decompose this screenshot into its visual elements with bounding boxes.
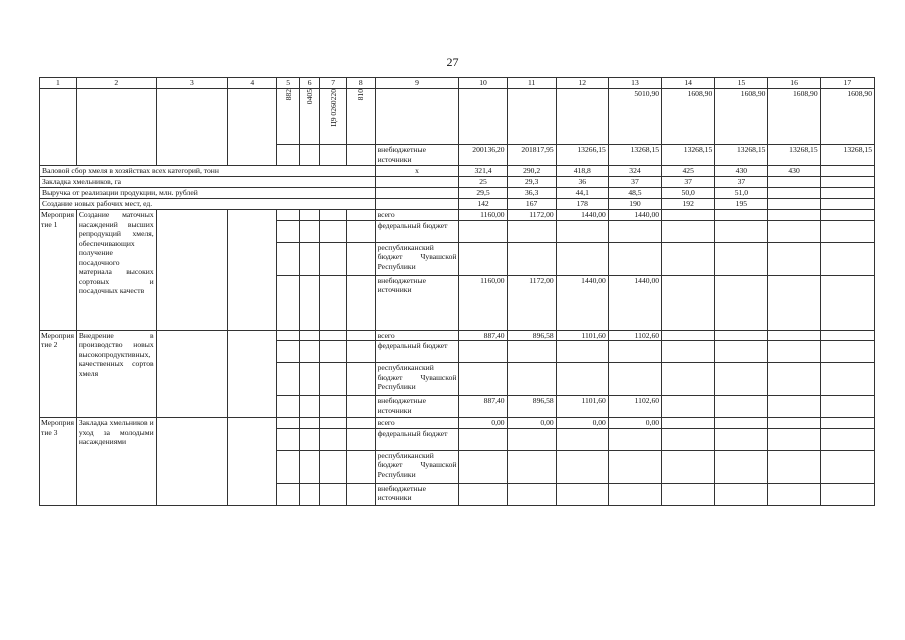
value-cell — [662, 330, 715, 341]
column-number: 16 — [768, 78, 820, 89]
value-cell — [820, 483, 874, 505]
empty-cell — [346, 220, 375, 242]
value-cell: 29,3 — [507, 177, 556, 188]
column-number: 17 — [820, 78, 874, 89]
value-cell — [459, 242, 507, 275]
value-cell: 201817,95 — [507, 145, 556, 166]
value-cell — [556, 450, 608, 483]
value-cell — [715, 242, 768, 275]
empty-cell — [346, 145, 375, 166]
empty-cell — [228, 210, 277, 331]
empty-cell — [346, 275, 375, 330]
value-cell: 190 — [608, 199, 661, 210]
empty-cell — [277, 341, 300, 363]
budget-code — [299, 89, 319, 145]
value-cell — [768, 396, 820, 418]
value-cell — [768, 418, 820, 429]
value-cell: 50,0 — [662, 188, 715, 199]
empty-cell — [299, 483, 319, 505]
value-cell: 1102,60 — [608, 396, 661, 418]
value-cell — [507, 363, 556, 396]
value-cell — [820, 450, 874, 483]
empty-cell — [299, 450, 319, 483]
empty-cell — [320, 396, 347, 418]
value-cell — [662, 363, 715, 396]
value-cell — [556, 242, 608, 275]
value-cell — [768, 188, 820, 199]
empty-cell — [320, 428, 347, 450]
value-cell — [768, 210, 820, 221]
empty-cell — [346, 330, 375, 341]
column-number: 8 — [346, 78, 375, 89]
value-cell: 192 — [662, 199, 715, 210]
value-cell: 5010,90 — [608, 89, 661, 145]
value-cell: 0,00 — [459, 418, 507, 429]
value-cell: 200136,20 — [459, 145, 507, 166]
empty-cell — [277, 396, 300, 418]
value-cell — [556, 341, 608, 363]
column-number: 14 — [662, 78, 715, 89]
measure-description: Внедрение в производство новых высокопродуктивных, качественных сортов хмеля — [76, 330, 156, 418]
value-cell: 1440,00 — [556, 210, 608, 221]
value-cell — [768, 220, 820, 242]
value-cell: 0,00 — [556, 418, 608, 429]
empty-cell — [375, 89, 459, 145]
empty-cell — [299, 210, 319, 221]
indicator-row — [40, 188, 875, 199]
value-cell — [820, 199, 874, 210]
value-cell: 178 — [556, 199, 608, 210]
measure-title: Мероприятие 2 — [40, 330, 77, 418]
value-cell — [556, 89, 608, 145]
empty-cell — [320, 242, 347, 275]
empty-cell — [277, 275, 300, 330]
column-number: 5 — [277, 78, 300, 89]
value-cell — [820, 210, 874, 221]
value-cell — [662, 483, 715, 505]
value-cell — [507, 89, 556, 145]
value-cell — [556, 363, 608, 396]
value-cell: 48,5 — [608, 188, 661, 199]
source-label: внебюджетные источники — [375, 483, 459, 505]
value-cell — [662, 341, 715, 363]
value-cell — [768, 199, 820, 210]
source-label: федеральный бюджет — [375, 341, 459, 363]
indicator-label: Создание новых рабочих мест, ед. — [40, 199, 376, 210]
empty-cell — [299, 428, 319, 450]
value-cell — [715, 330, 768, 341]
source-label: республиканский бюджет Чувашской Республики — [375, 242, 459, 275]
value-cell: 887,40 — [459, 330, 507, 341]
empty-cell — [277, 428, 300, 450]
empty-cell — [320, 483, 347, 505]
source-label: федеральный бюджет — [375, 428, 459, 450]
value-cell: 51,0 — [715, 188, 768, 199]
empty-cell — [228, 330, 277, 418]
empty-cell — [277, 363, 300, 396]
value-cell: 290,2 — [507, 166, 556, 177]
empty-cell — [320, 450, 347, 483]
source-label: республиканский бюджет Чувашской Республики — [375, 363, 459, 396]
source-label: всего — [375, 330, 459, 341]
budget-code — [320, 89, 347, 145]
empty-cell — [346, 450, 375, 483]
empty-cell — [277, 242, 300, 275]
value-cell — [608, 428, 661, 450]
value-cell — [556, 220, 608, 242]
empty-cell — [228, 89, 277, 166]
value-cell — [820, 363, 874, 396]
value-cell — [715, 220, 768, 242]
value-cell: 1608,90 — [768, 89, 820, 145]
value-cell — [556, 428, 608, 450]
value-cell — [662, 242, 715, 275]
indicator-label: Закладка хмельников, га — [40, 177, 376, 188]
value-cell: 896,58 — [507, 330, 556, 341]
page-number: 27 — [446, 55, 459, 69]
empty-cell — [320, 210, 347, 221]
value-cell — [556, 483, 608, 505]
value-cell: 1608,90 — [820, 89, 874, 145]
empty-cell — [40, 89, 77, 166]
empty-cell — [299, 396, 319, 418]
empty-cell — [277, 220, 300, 242]
value-cell: 1440,00 — [608, 210, 661, 221]
source-label: всего — [375, 418, 459, 429]
budget-code-text: 0405 — [305, 89, 315, 105]
value-cell — [507, 483, 556, 505]
value-cell: 13268,15 — [768, 145, 820, 166]
value-cell: 167 — [507, 199, 556, 210]
value-cell — [608, 220, 661, 242]
value-cell: 1101,60 — [556, 396, 608, 418]
budget-table — [39, 77, 875, 506]
empty-cell — [346, 396, 375, 418]
value-cell: 13268,15 — [662, 145, 715, 166]
empty-cell — [299, 418, 319, 429]
value-cell: 36 — [556, 177, 608, 188]
column-number: 10 — [459, 78, 507, 89]
value-cell — [820, 396, 874, 418]
value-cell — [662, 418, 715, 429]
value-cell — [507, 341, 556, 363]
empty-cell — [320, 220, 347, 242]
value-cell: 195 — [715, 199, 768, 210]
value-cell: 1160,00 — [459, 275, 507, 330]
value-cell — [715, 275, 768, 330]
value-cell — [820, 188, 874, 199]
column-number: 4 — [228, 78, 277, 89]
empty-cell — [299, 341, 319, 363]
empty-cell — [299, 145, 319, 166]
empty-cell — [76, 89, 156, 166]
table-row — [40, 210, 875, 221]
column-number: 15 — [715, 78, 768, 89]
value-cell — [662, 450, 715, 483]
measure-title: Мероприятие 3 — [40, 418, 77, 506]
value-cell — [715, 428, 768, 450]
value-cell: 896,58 — [507, 396, 556, 418]
value-cell — [768, 428, 820, 450]
empty-cell — [346, 341, 375, 363]
header-row — [40, 78, 875, 89]
empty-cell — [346, 242, 375, 275]
value-cell: 37 — [608, 177, 661, 188]
value-cell — [768, 275, 820, 330]
value-cell — [662, 428, 715, 450]
value-cell — [820, 242, 874, 275]
value-cell: 1160,00 — [459, 210, 507, 221]
value-cell — [459, 483, 507, 505]
empty-cell — [277, 418, 300, 429]
indicator-unit: х — [375, 166, 459, 177]
value-cell — [459, 450, 507, 483]
value-cell — [507, 242, 556, 275]
empty-cell — [277, 145, 300, 166]
value-cell: 25 — [459, 177, 507, 188]
value-cell: 1608,90 — [662, 89, 715, 145]
value-cell — [715, 418, 768, 429]
value-cell: 1440,00 — [608, 275, 661, 330]
value-cell: 430 — [768, 166, 820, 177]
source-label: республиканский бюджет Чувашской Республики — [375, 450, 459, 483]
column-number: 11 — [507, 78, 556, 89]
source-label: внебюджетные источники — [375, 396, 459, 418]
value-cell: 29,5 — [459, 188, 507, 199]
value-cell — [662, 275, 715, 330]
budget-code-text: 810 — [356, 89, 366, 101]
value-cell — [507, 220, 556, 242]
value-cell — [820, 341, 874, 363]
value-cell — [820, 330, 874, 341]
value-cell — [459, 341, 507, 363]
budget-code-text: 882 — [283, 89, 293, 101]
empty-cell — [299, 330, 319, 341]
value-cell — [507, 450, 556, 483]
value-cell: 1172,00 — [507, 275, 556, 330]
value-cell — [768, 341, 820, 363]
value-cell: 142 — [459, 199, 507, 210]
value-cell: 1102,60 — [608, 330, 661, 341]
empty-cell — [346, 418, 375, 429]
value-cell: 321,4 — [459, 166, 507, 177]
value-cell: 324 — [608, 166, 661, 177]
value-cell: 13268,15 — [608, 145, 661, 166]
value-cell: 1440,00 — [556, 275, 608, 330]
table-row — [40, 418, 875, 429]
measure-title: Мероприятие 1 — [40, 210, 77, 331]
value-cell — [608, 242, 661, 275]
value-cell — [459, 428, 507, 450]
value-cell: 0,00 — [608, 418, 661, 429]
value-cell — [715, 483, 768, 505]
empty-cell — [320, 418, 347, 429]
value-cell: 44,1 — [556, 188, 608, 199]
budget-code — [277, 89, 300, 145]
value-cell — [768, 242, 820, 275]
value-cell — [662, 396, 715, 418]
measure-description: Создание маточных насаждений высших репродукций хмеля, обеспечивающих получение посадочного материала высоких сортовых и посадочных качеств — [76, 210, 156, 331]
empty-cell — [156, 418, 228, 506]
value-cell — [715, 450, 768, 483]
value-cell — [459, 220, 507, 242]
empty-cell — [346, 210, 375, 221]
indicator-label: Выручка от реализации продукции, млн. рублей — [40, 188, 376, 199]
value-cell: 0,00 — [507, 418, 556, 429]
value-cell — [820, 177, 874, 188]
value-cell — [507, 428, 556, 450]
value-cell — [715, 363, 768, 396]
value-cell: 425 — [662, 166, 715, 177]
column-number: 7 — [320, 78, 347, 89]
value-cell: 1101,60 — [556, 330, 608, 341]
indicator-row — [40, 166, 875, 177]
value-cell: 13268,15 — [715, 145, 768, 166]
value-cell — [820, 220, 874, 242]
value-cell — [820, 275, 874, 330]
value-cell — [768, 177, 820, 188]
value-cell: 1608,90 — [715, 89, 768, 145]
column-number: 12 — [556, 78, 608, 89]
value-cell — [820, 428, 874, 450]
source-label: внебюджетные источники — [375, 275, 459, 330]
empty-cell — [156, 330, 228, 418]
budget-code-text: Ц9 0260220 — [328, 89, 338, 127]
empty-cell — [320, 330, 347, 341]
column-number: 3 — [156, 78, 228, 89]
value-cell: 37 — [715, 177, 768, 188]
value-cell: 36,3 — [507, 188, 556, 199]
value-cell: 13266,15 — [556, 145, 608, 166]
empty-cell — [299, 220, 319, 242]
empty-cell — [277, 330, 300, 341]
empty-cell — [320, 363, 347, 396]
value-cell: 418,8 — [556, 166, 608, 177]
empty-cell — [277, 210, 300, 221]
value-cell: 887,40 — [459, 396, 507, 418]
empty-cell — [299, 275, 319, 330]
value-cell: 37 — [662, 177, 715, 188]
indicator-label: Валовой сбор хмеля в хозяйствах всех категорий, тонн — [40, 166, 376, 177]
column-number: 9 — [375, 78, 459, 89]
value-cell — [768, 330, 820, 341]
empty-cell — [156, 89, 228, 166]
indicator-row — [40, 177, 875, 188]
value-cell: 430 — [715, 166, 768, 177]
empty-cell — [299, 242, 319, 275]
value-cell — [820, 166, 874, 177]
column-number: 6 — [299, 78, 319, 89]
value-cell — [608, 450, 661, 483]
indicator-unit — [375, 199, 459, 210]
empty-cell — [320, 341, 347, 363]
empty-cell — [320, 275, 347, 330]
empty-cell — [320, 145, 347, 166]
value-cell — [715, 396, 768, 418]
empty-cell — [156, 210, 228, 331]
value-cell: 1172,00 — [507, 210, 556, 221]
indicator-row — [40, 199, 875, 210]
value-cell — [459, 89, 507, 145]
table-row — [40, 89, 875, 145]
empty-cell — [228, 418, 277, 506]
empty-cell — [277, 483, 300, 505]
value-cell — [715, 210, 768, 221]
column-number: 13 — [608, 78, 661, 89]
value-cell — [459, 363, 507, 396]
value-cell — [662, 220, 715, 242]
value-cell — [715, 341, 768, 363]
value-cell — [662, 210, 715, 221]
empty-cell — [277, 450, 300, 483]
value-cell — [768, 363, 820, 396]
empty-cell — [346, 483, 375, 505]
value-cell — [768, 483, 820, 505]
measure-description: Закладка хмельников и уход за молодыми насаждениями — [76, 418, 156, 506]
value-cell — [820, 418, 874, 429]
value-cell — [768, 450, 820, 483]
empty-cell — [346, 363, 375, 396]
source-label: федеральный бюджет — [375, 220, 459, 242]
indicator-unit — [375, 188, 459, 199]
table-row — [40, 330, 875, 341]
empty-cell — [346, 428, 375, 450]
value-cell — [608, 341, 661, 363]
empty-cell — [299, 363, 319, 396]
budget-code — [346, 89, 375, 145]
column-number: 2 — [76, 78, 156, 89]
value-cell — [608, 483, 661, 505]
column-number: 1 — [40, 78, 77, 89]
source-label: всего — [375, 210, 459, 221]
value-cell: 13268,15 — [820, 145, 874, 166]
value-cell — [608, 363, 661, 396]
indicator-unit — [375, 177, 459, 188]
source-label: внебюджетные источники — [375, 145, 459, 166]
